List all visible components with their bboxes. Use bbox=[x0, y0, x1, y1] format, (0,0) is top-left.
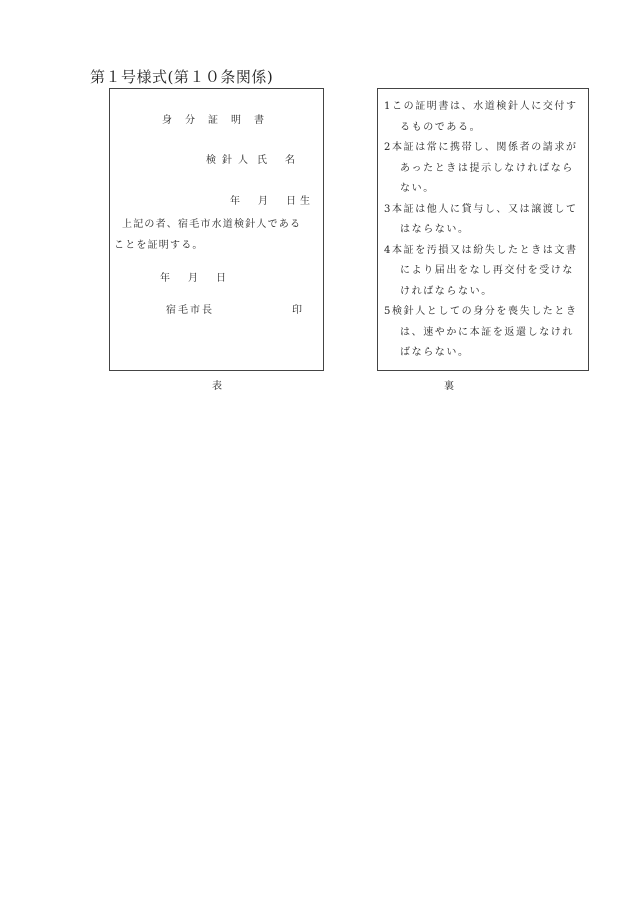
notice-number: 5 bbox=[384, 306, 391, 317]
seal-mark: 印 bbox=[292, 305, 302, 316]
form-title: 第１号様式(第１０条関係) bbox=[90, 68, 274, 86]
notice-text: 本証を汚損又は紛失したときは文書により届出をなし再交付を受けなければならない。 bbox=[392, 244, 578, 297]
notice-text: 本証は他人に貸与し、又は譲渡してはならない。 bbox=[392, 203, 578, 235]
notice-item bbox=[384, 138, 582, 200]
notice-text: この証明書は、水道検針人に交付するものである。 bbox=[392, 101, 578, 133]
notice-item bbox=[384, 200, 582, 241]
notice-number: 3 bbox=[384, 203, 391, 215]
statement-line-2: ことを証明する。 bbox=[114, 240, 204, 251]
notice-item bbox=[384, 97, 582, 138]
notice-text: 本証は常に携帯し、関係者の請求があったときは提示しなければならない。 bbox=[392, 142, 578, 194]
statement-line-1: 上記の者、宿毛市水道検針人である bbox=[122, 219, 302, 230]
name-label: 氏 名 bbox=[257, 155, 299, 166]
notice-text: 検針人としての身分を喪失したときは、速やかに本証を返還しなければならない。 bbox=[392, 306, 578, 358]
back-caption: 裏 bbox=[444, 381, 454, 392]
issuer-name: 宿毛市長 bbox=[166, 305, 214, 316]
front-caption: 表 bbox=[212, 381, 222, 392]
notice-number: 2 bbox=[384, 142, 391, 153]
inspector-label: 検針人 bbox=[206, 155, 254, 166]
notice-item bbox=[384, 302, 582, 364]
card-heading: 身分証明書 bbox=[162, 115, 277, 126]
id-card-front bbox=[109, 88, 324, 371]
id-card-back bbox=[377, 88, 589, 371]
birth-date-line: 年 月 日生 bbox=[230, 196, 314, 207]
notice-number: 1 bbox=[384, 101, 391, 112]
notice-number: 4 bbox=[384, 244, 391, 256]
issue-date-line: 年 月 日 bbox=[160, 273, 230, 284]
notice-item bbox=[384, 241, 582, 303]
notice-list bbox=[384, 97, 582, 364]
